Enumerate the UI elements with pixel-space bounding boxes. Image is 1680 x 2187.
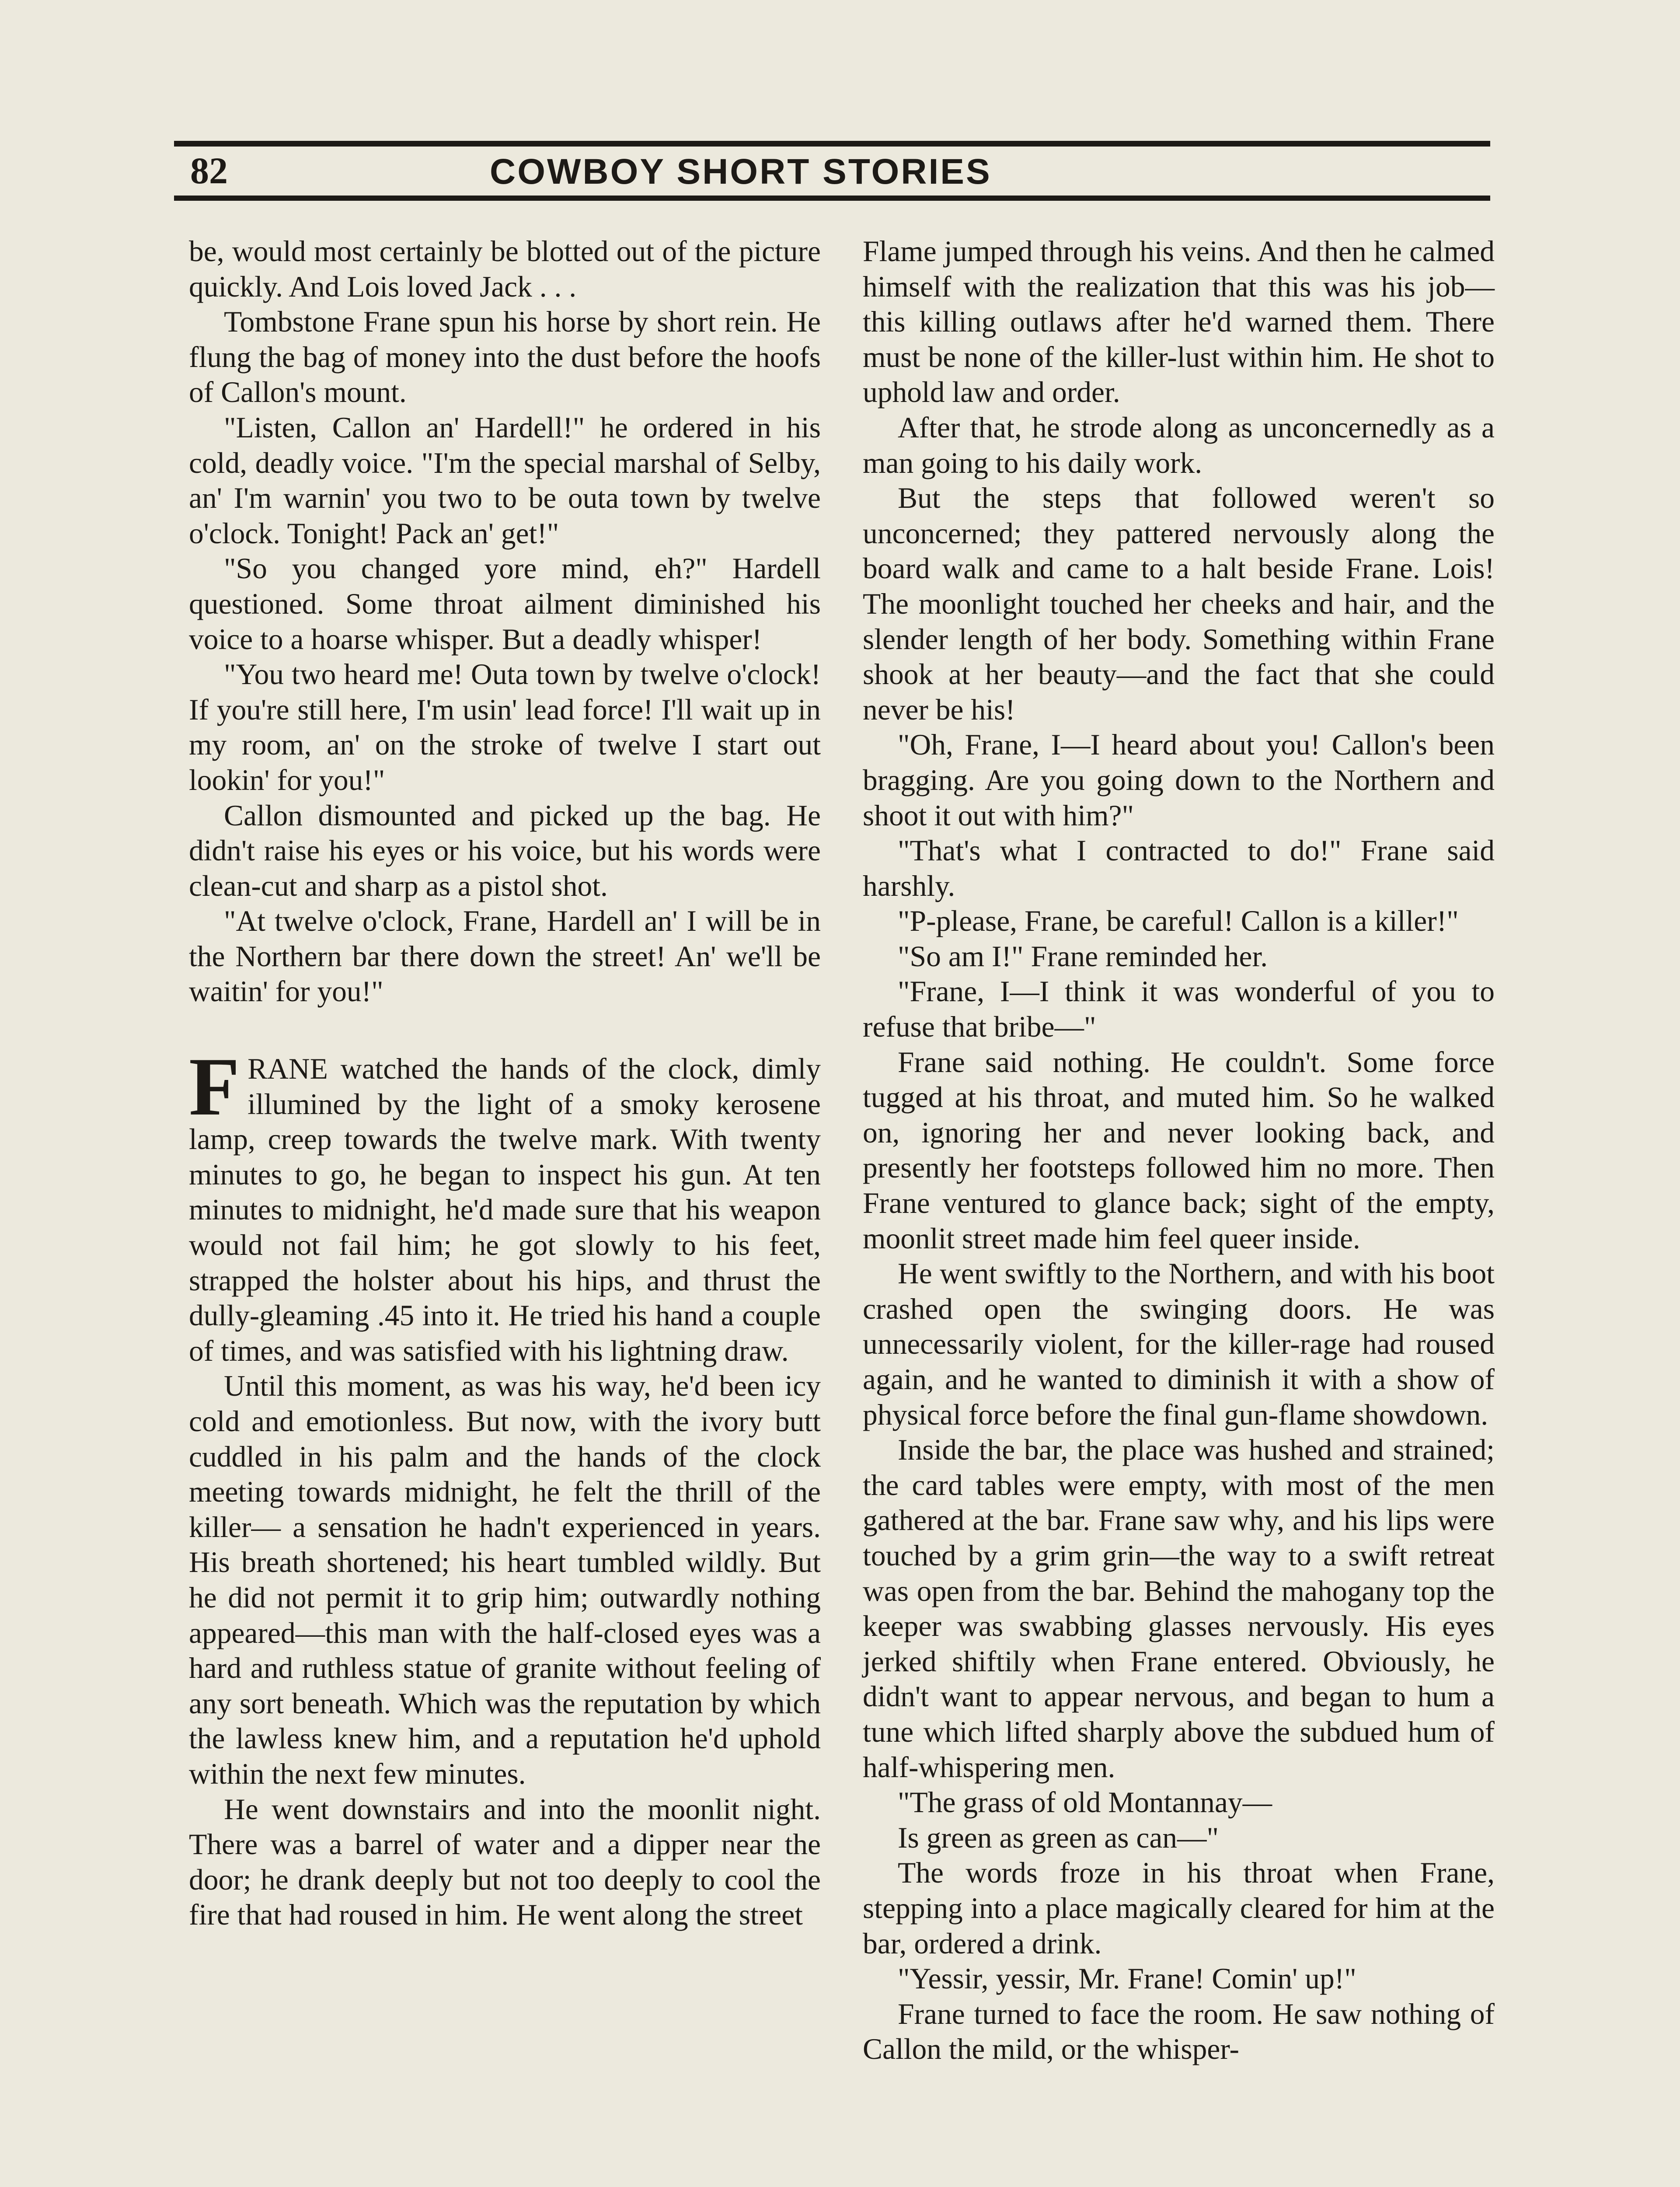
left-column [189,234,821,1933]
paragraph: "P-please, Frane, be careful! Callon is a killer!" [898,905,1459,938]
paragraph: Tombstone Frane spun his horse by short rein. He flung the bag of money into the dust before the hoofs of Callon's mount. [189,305,821,409]
paragraph: Callon dismounted and picked up the bag. He didn't raise his eyes or his voice, but his words were clean-cut and sharp as a pistol shot. [189,799,821,902]
paragraph: "Oh, Frane, I—I heard about you! Callon's been bragging. Are you going down to the Northern and shoot it out with him?" [863,728,1495,832]
paragraph: "Listen, Callon an' Hardell!" he ordered in his cold, deadly voice. "I'm the special marshal of Selby, an' I'm warnin' you two to be outa town by twelve o'clock. Tonight! Pack an' get!" [189,411,821,550]
right-column [863,234,1495,2067]
paragraph: He went swiftly to the Northern, and with his boot crashed open the swinging doors. He was unnecessarily violent, for the killer-rage had roused again, and he wanted to diminish it with a show of physical force before the final gun-flame showdown. [863,1257,1495,1431]
paragraph: Frane turned to face the room. He saw nothing of Callon the mild, or the whisper- [863,1997,1495,2066]
paragraph-text: RANE watched the hands of the clock, dimly illumined by the light of a smoky kerosene lamp, creep towards the twelve mark. With twenty minutes to go, he began to inspect his gun. At ten minutes to midnight, he'd made sure that his weapon would not fail him; he got slowly to his feet, strapped the holster about his hips, and thrust the dully-gleaming .45 into it. He tried his hand a couple of times, and was satisfied with his lightning draw. [189,1052,821,1367]
magazine-title: COWBOY SHORT STORIES [490,152,992,192]
paragraph: "That's what I contracted to do!" Frane said harshly. [863,834,1495,902]
paragraph: "So am I!" Frane reminded her. [898,940,1268,973]
paragraph: But the steps that followed weren't so unconcerned; they pattered nervously along the board walk and came to a halt beside Frane. Lois! The moonlight touched her cheeks and hair, and the slender length of her body. Something within Frane shook at her beauty—and the fact that she could never be his! [863,482,1495,726]
paragraph: Until this moment, as was his way, he'd been icy cold and emotionless. But now, with the ivory butt cuddled in his palm and the hands of the clock meeting towards midnight, he felt the thrill of the killer— a sensation he hadn't experienced in years. His breath shortened; his heart tumbled wildly. But he did not permit it to grip him; outwardly nothing appeared—this man with the half-closed eyes was a hard and ruthless statue of granite without feeling of any sort beneath. Which was the reputation by which the lawless knew him, and a reputation he'd uphold within the next few minutes. [189,1369,821,1790]
paragraph: He went downstairs and into the moonlit night. There was a barrel of water and a dipper near the door; he drank deeply but not too deeply to cool the fire that had roused in him. He went along the street [189,1792,821,1932]
paragraph: Frane said nothing. He couldn't. Some force tugged at his throat, and muted him. So he walked on, ignoring her and never looking back, and presently her footsteps followed him no more. Then Frane ventured to glance back; sight of the empty, moonlit street made him feel queer inside. [863,1045,1495,1255]
song-line: Is green as green as can—" [898,1821,1219,1854]
paragraph: "Frane, I—I think it was wonderful of you to refuse that bribe—" [863,975,1495,1044]
song-line: "The grass of old Montannay— [898,1786,1272,1819]
drop-cap: F [189,1041,240,1133]
section-start-paragraph [189,1041,821,1369]
paragraph: Flame jumped through his veins. And then he calmed himself with the realization that this was his job—this killing outlaws after he'd warned them. There must be none of the killer-lust within him. He shot to uphold law and order. [863,235,1495,409]
paragraph: "Yessir, yessir, Mr. Frane! Comin' up!" [898,1962,1356,1995]
header-rule-top [174,141,1490,147]
paragraph: "So you changed yore mind, eh?" Hardell questioned. Some throat ailment diminished his voice to a hoarse whisper. But a deadly whisper! [189,552,821,656]
paragraph: After that, he strode along as unconcernedly as a man going to his daily work. [863,411,1495,479]
header-rule-bottom [174,196,1490,201]
paragraph: "You two heard me! Outa town by twelve o'clock! If you're still here, I'm usin' lead force! I'll wait up in my room, an' on the stroke of twelve I start out lookin' for you!" [189,658,821,797]
paragraph: "At twelve o'clock, Frane, Hardell an' I will be in the Northern bar there down the street! An' we'll be waitin' for you!" [189,905,821,1008]
paragraph: The words froze in his throat when Frane, stepping into a place magically cleared for him at the bar, ordered a drink. [863,1856,1495,1960]
page-number: 82 [190,150,228,192]
paragraph: Inside the bar, the place was hushed and strained; the card tables were empty, with most of the men gathered at the bar. Frane saw why, and his lips were touched by a grim grin—the way to a swift retreat was open from the bar. Behind the mahogany top the keeper was swabbing glasses nervously. His eyes jerked shiftily when Frane entered. Obviously, he didn't want to appear nervous, and began to hum a tune which lifted sharply above the subdued hum of half-whispering men. [863,1433,1495,1784]
paragraph: be, would most certainly be blotted out of the picture quickly. And Lois loved Jack . . . [189,235,821,303]
